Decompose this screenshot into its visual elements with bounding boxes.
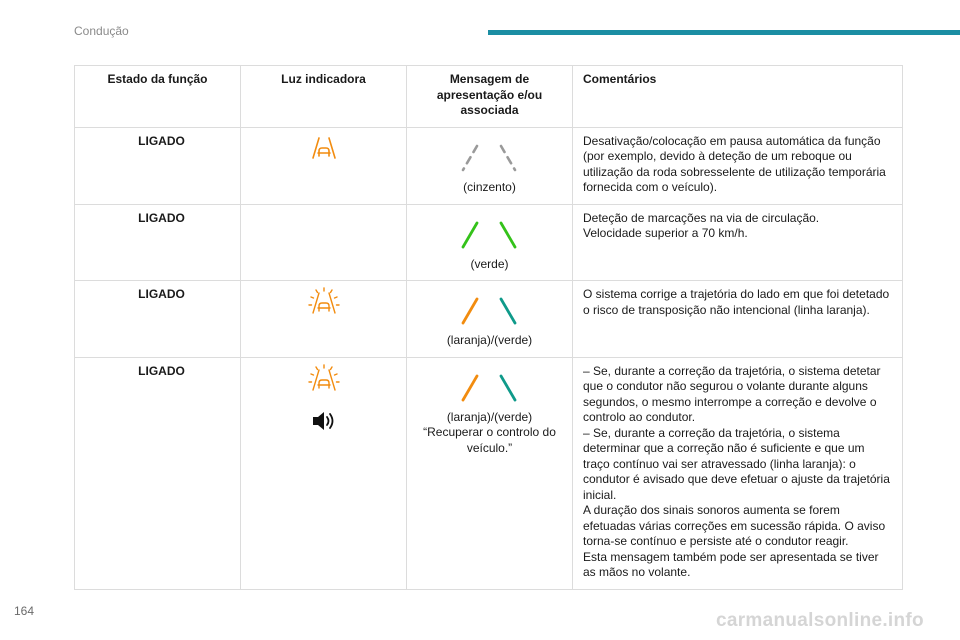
message-text: (cinzento) (463, 179, 516, 194)
alert-message-text: “Recuperar o controlo do veículo.” (423, 425, 556, 455)
header-state: Estado da função (75, 66, 241, 128)
table-header-row (75, 66, 903, 128)
comment-text: A duração dos sinais sonoros aumenta se forem efetuadas várias correções em sucessão rápida. O aviso torna-se contínuo e persiste até o condutor reagir. (583, 503, 886, 548)
message-text: (verde) (470, 256, 509, 271)
light-cell (241, 357, 407, 589)
comment-cell (573, 204, 903, 281)
state-cell: LIGADO (75, 281, 241, 358)
light-cell (241, 204, 407, 281)
light-cell (241, 281, 407, 358)
comment-text: – Se, durante a correção da trajetória, o sistema determinar que a correção não é suficiente e que um traço contínuo vai ser atravessado (linha laranja): o condutor é avisado que deve efetuar o ajuste da trajetória inicial. (583, 425, 890, 502)
table-row (75, 357, 903, 589)
table-row (75, 281, 903, 358)
comment-text: Velocidade superior a 70 km/h. (583, 226, 748, 240)
state-cell: LIGADO (75, 127, 241, 204)
header-light: Luz indicadora (241, 66, 407, 128)
lane-lines-grey-icon (455, 142, 525, 174)
page-number: 164 (14, 604, 35, 618)
function-status-table (74, 65, 903, 590)
light-cell (241, 127, 407, 204)
lane-assist-active-icon (308, 364, 340, 396)
header-comments: Comentários (573, 66, 903, 128)
lane-assist-icon (310, 134, 338, 162)
message-cell (407, 204, 573, 281)
table-row (75, 204, 903, 281)
watermark: carmanualsonline.info (716, 610, 924, 631)
comment-cell (573, 281, 903, 358)
message-text: (laranja)/(verde) (446, 409, 533, 424)
comment-text: O sistema corrige a trajetória do lado em que foi detetado o risco de transposição não intencional (linha laranja). (583, 287, 890, 317)
lane-lines-green-icon (455, 219, 525, 251)
comment-text: – Se, durante a correção da trajetória, o sistema detetar que o condutor não segurou o volante durante alguns segundos, o mesmo interrompe a correção e devolve o controlo ao condutor. (583, 363, 881, 424)
message-cell (407, 357, 573, 589)
comment-cell (573, 127, 903, 204)
comment-text: Esta mensagem também pode ser apresentada se tiver as mãos no volante. (583, 549, 879, 579)
message-text: (laranja)/(verde) (446, 333, 533, 347)
message-cell (407, 281, 573, 358)
message-cell (407, 127, 573, 204)
section-title: Condução (74, 24, 129, 38)
comment-text: Desativação/colocação em pausa automática da função (por exemplo, devido à deteção de um reboque ou utilização da roda sobresselente de utilização temporária fornecida com o veículo). (583, 133, 886, 194)
speaker-icon (311, 410, 337, 432)
lane-lines-orange-green-icon (455, 372, 525, 404)
table-row (75, 127, 903, 204)
header-accent-bar (488, 30, 960, 35)
header-message: Mensagem de apresentação e/ou associada (407, 66, 573, 128)
comment-text: Deteção de marcações na via de circulação. (583, 210, 820, 225)
lane-assist-active-icon (308, 287, 340, 319)
state-cell: LIGADO (75, 357, 241, 589)
lane-lines-orange-green-icon (455, 295, 525, 327)
state-cell: LIGADO (75, 204, 241, 281)
comment-cell (573, 357, 903, 589)
